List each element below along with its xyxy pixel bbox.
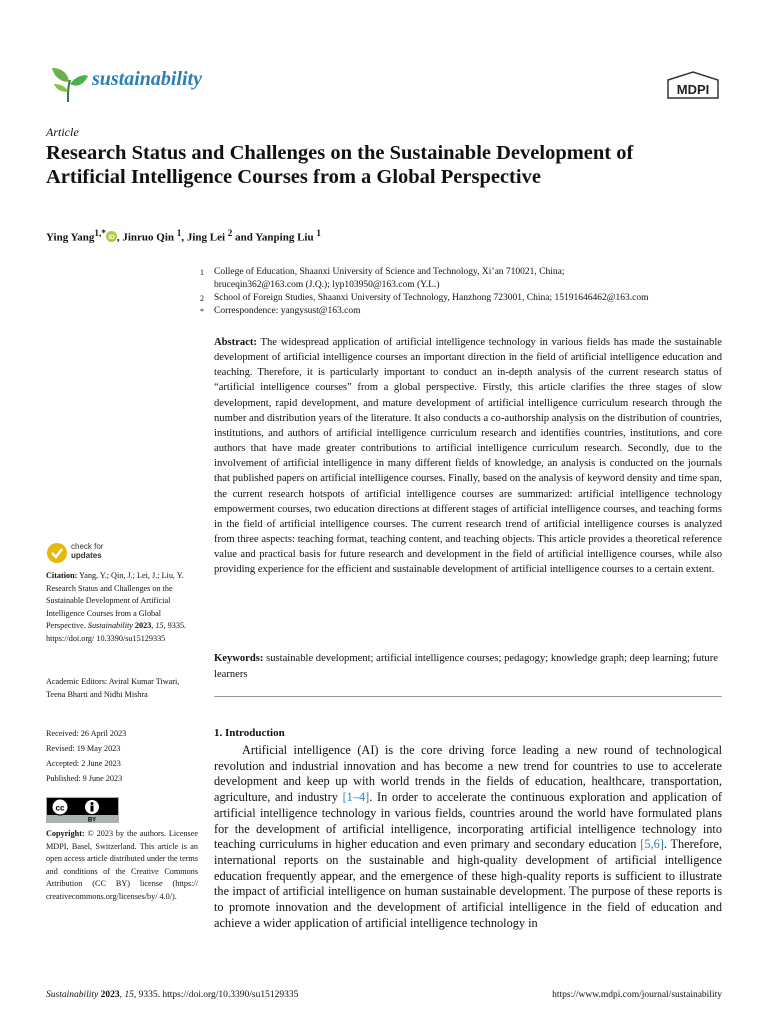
copyright-text: © 2023 by the authors. Licensee MDPI, Basel, Switzerland. This article is an open access article distributed under the terms and conditions of the Creative Commons Attribution (CC BY) license (https:// creativecommons.org/licenses/by/ 4.0/). bbox=[46, 829, 198, 901]
check-updates-text bbox=[71, 542, 103, 560]
abstract-text: The widespread application of artificial intelligence technology in various fields has made the sustainable development of artificial intelligence courses an important direction in the field of artificial intelligence education and teaching. Therefore, it is particularly important to conduct an in-depth analysis of the current research status of “artificial intelligence courses” from a global perspective. Firstly, this article clarifies the three stages of slow development, rapid development, and mature development of artificial intelligence curriculum research through the number and distribution years of the literature. It also conducts a co-authorship analysis on the distribution of countries, institutions, and authors of artificial intelligence curriculum research and identifies countries, institutions, and core authors that have made greater contributions to artificial intelligence curriculum research. Secondly, due to the involvement of artificial intelligence in many different fields of knowledge, an analysis is conducted on the journals that published papers on artificial intelligence courses. Finally, based on the analysis of keyword density and time span, the current research hotspots of artificial intelligence courses are summarized: artificial intelligence technology empowerment courses, two education directions at different stages of artificial intelligence courses, and teaching forms in the field of artificial intelligence courses. The current research trend of artificial intelligence courses is analyzed from three aspects: teaching format, teaching content, and teaching objects. This article provides a theoretical reference value and practical basis for future research and development in the field of artificial intelligence courses, while also providing experience for the efficient and sustainable development of artificial intelligence courses to a certain extent. bbox=[214, 337, 722, 576]
check-updates-line2: updates bbox=[71, 551, 102, 560]
check-updates-line1: check for bbox=[71, 542, 104, 551]
copyright-notice bbox=[46, 828, 198, 904]
author-sup: 1 bbox=[176, 228, 182, 238]
introduction-body bbox=[214, 743, 722, 931]
author-separator: and bbox=[232, 231, 256, 244]
citation-text: Yang, Y.; Qin, J.; Lei, J.; Liu, Y. Research Status and Challenges on the Sustainable Development of Artificial Intelligence Courses from a Global Perspective. bbox=[46, 571, 184, 631]
citation-link[interactable]: [1–4] bbox=[342, 790, 370, 805]
correspondence bbox=[200, 305, 724, 318]
author-name[interactable]: Ying Yang bbox=[46, 231, 95, 244]
journal-name: sustainability bbox=[92, 68, 203, 90]
citation-volume: , 15 bbox=[151, 621, 164, 631]
abstract-label: Abstract: bbox=[214, 337, 257, 348]
publisher-name: MDPI bbox=[676, 82, 710, 97]
affiliation-2 bbox=[200, 292, 724, 305]
check-for-updates-badge[interactable] bbox=[46, 540, 126, 570]
author-name[interactable]: Jing Lei bbox=[186, 231, 226, 244]
check-updates-icon bbox=[46, 542, 68, 564]
affiliation-1-emails bbox=[214, 279, 724, 292]
author-separator: , bbox=[116, 231, 123, 244]
author-sup: 1,* bbox=[94, 228, 106, 238]
revised-date: Revised: 19 May 2023 bbox=[46, 744, 121, 753]
mdpi-logo bbox=[664, 70, 722, 104]
keywords-text: sustainable development; artificial intelligence courses; pedagogy; knowledge graph; deep learning; future learners bbox=[214, 653, 718, 680]
citation-block bbox=[46, 570, 198, 646]
affiliation-mark: 2 bbox=[200, 294, 204, 303]
citation-link[interactable]: [5,6] bbox=[640, 837, 664, 852]
svg-text:cc: cc bbox=[55, 803, 65, 813]
article-title: Research Status and Challenges on the Sustainable Development of Artificial Intelligence Courses from a Global Perspective bbox=[46, 142, 634, 188]
sustainability-leaf-logo bbox=[46, 62, 90, 106]
published-date: Published: 9 June 2023 bbox=[46, 774, 123, 783]
footer-journal: Sustainability bbox=[46, 990, 99, 1000]
section-divider bbox=[214, 696, 722, 697]
author-name[interactable]: Yanping Liu bbox=[255, 231, 314, 244]
received-date: Received: 26 April 2023 bbox=[46, 729, 127, 738]
footer-volume: , 15 bbox=[119, 990, 134, 1000]
footer-journal-url[interactable]: https://www.mdpi.com/journal/sustainability bbox=[552, 990, 722, 1000]
article-type: Article bbox=[46, 125, 79, 139]
citation-doi[interactable]: , 9335. https://doi.org/ 10.3390/su15129335 bbox=[46, 621, 187, 643]
intro-text: . In order to accelerate the continuous exploration and application of artificial intelligence technology in various fields, countries around the world have formulated plans for the development of artificial intelligence, incorporating artificial intelligence technology into teaching curriculums in higher education and even primary and secondary education bbox=[214, 790, 722, 852]
footer-citation bbox=[46, 990, 298, 1000]
keywords bbox=[214, 651, 722, 682]
intro-text: . Therefore, international reports on the sustainable and high-quality development of artificial intelligence education frequently appear, and the emergence of these high-quality reports is sufficient to illustrate the impact of artificial intelligence on human sustainable development. The purpose of these reports is to promote innovation and the development of artificial intelligence in the field of education and achieve a wider application of artificial intelligence technology in bbox=[214, 837, 723, 930]
citation-label: Citation: bbox=[46, 571, 78, 580]
citation-journal: Sustainability bbox=[87, 621, 133, 631]
academic-editors: Academic Editors: Aviral Kumar Tiwari, Teena Bharti and Nidhi Mishra bbox=[46, 677, 180, 699]
author-sup: 2 bbox=[227, 228, 233, 238]
section-heading: 1. Introduction bbox=[214, 727, 285, 739]
cc-by-license-icon[interactable] bbox=[46, 797, 119, 823]
affiliation-1 bbox=[200, 266, 724, 279]
affiliation-text: School of Foreign Studies, Shaanxi University of Technology, Hanzhong 723001, China; 15191646462@163.com bbox=[214, 293, 649, 303]
author-list bbox=[46, 228, 321, 244]
accepted-date: Accepted: 2 June 2023 bbox=[46, 759, 121, 768]
keywords-label: Keywords: bbox=[214, 653, 264, 664]
author-name[interactable]: Jinruo Qin bbox=[122, 231, 175, 244]
affiliation-mark: 1 bbox=[200, 268, 204, 277]
footer-doi[interactable]: , 9335. https://doi.org/10.3390/su15129335 bbox=[133, 990, 299, 1000]
affiliation-mark: * bbox=[200, 307, 204, 316]
orcid-icon[interactable] bbox=[106, 231, 117, 242]
citation-year: 2023 bbox=[132, 621, 152, 631]
author-sup: 1 bbox=[316, 228, 321, 238]
intro-text: Artificial intelligence (AI) is the core driving force leading a new round of technological revolution and industrial innovation and has become a new trend for countries to use to accelerate development and keep up with world trends in the fields of education, healthcare, transportation, agriculture, and industry bbox=[214, 743, 722, 805]
copyright-label: Copyright: bbox=[46, 829, 85, 838]
author-separator: , bbox=[181, 231, 187, 244]
footer-year: 2023 bbox=[98, 990, 120, 1000]
affiliation-text: College of Education, Shaanxi University of Science and Technology, Xi’an 710021, China; bbox=[214, 267, 565, 277]
abstract bbox=[214, 335, 722, 578]
affiliation-text: Correspondence: yangysust@163.com bbox=[214, 306, 361, 316]
svg-text:iD: iD bbox=[108, 233, 115, 241]
cc-by-label: BY bbox=[87, 817, 97, 823]
affiliation-text: bruceqin362@163.com (J.Q.); lyp103950@163.com (Y.L.) bbox=[214, 280, 440, 290]
